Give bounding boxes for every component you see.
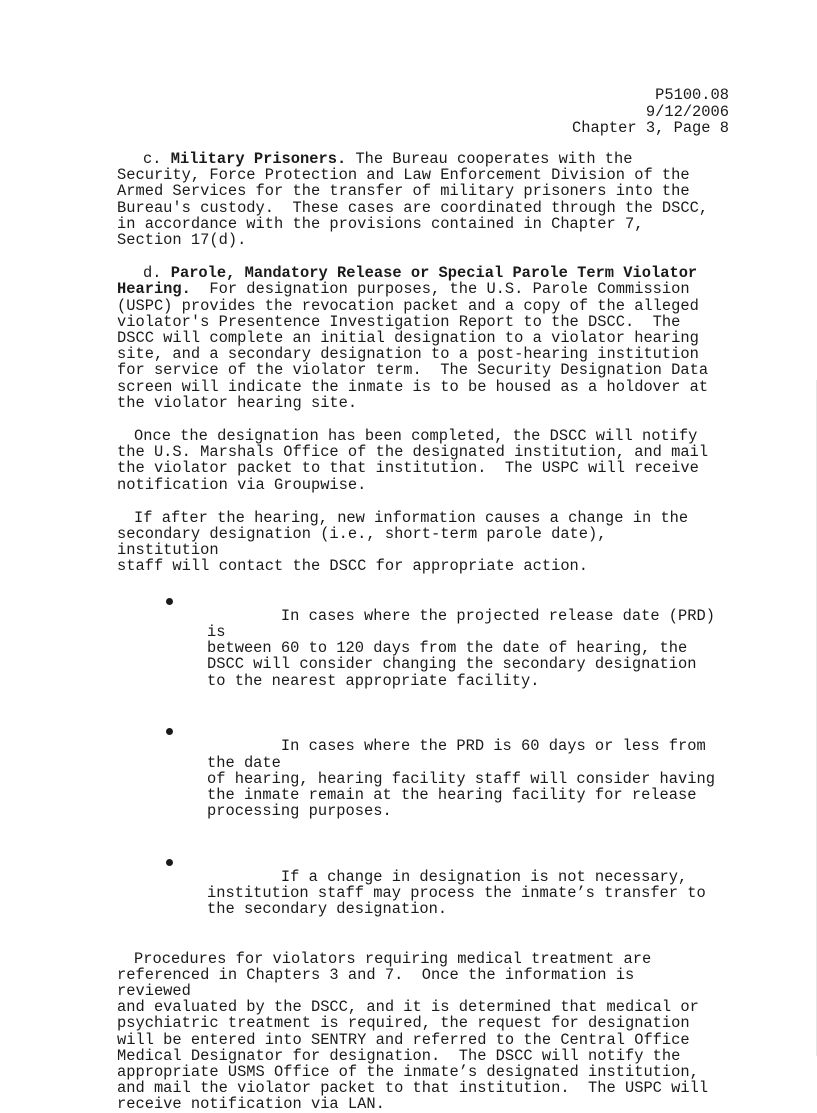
bullet-icon (166, 859, 173, 866)
bullet-text: If a change in designation is not necessary, institution staff may process the inmate’s transfer to the secondary designation. (207, 867, 706, 919)
bullet-list (117, 592, 717, 934)
bullet-icon (166, 598, 173, 605)
paragraph-if-after: If after the hearing, new information causes a change in the secondary designation (i.e., short-term parole date), institution staff will contact the DSCC for appropriate action. (117, 508, 689, 576)
section-c-heading: Military Prisoners. (170, 150, 347, 168)
section-d-text: For designation purposes, the U.S. Parole Commission (USPC) provides the revocation packet and a copy of the alleged violator's Presentence Investigation Report to the DSCC. The DSCC will complete an initial designation to a violator hearing site, and a secondary designation to a post-hearing institution for service of the violator term. The Security Designation Data screen will indicate the inmate is to be housed as a holdover at the violator hearing site. (117, 280, 709, 412)
bullet-text: In cases where the PRD is 60 days or less from the date of hearing, hearing facility staff will consider having the inmate remain at the hearing facility for release processing purposes. (207, 737, 715, 821)
section-d-heading: Parole, Mandatory Release or Special Parole Term Violator Hearing. (117, 264, 698, 299)
bullet-text: In cases where the projected release date (PRD) is between 60 to 120 days from the date of hearing, the DSCC will consider changing the secondary designation to the nearest appropriate facility. (207, 606, 715, 690)
chapter-page: Chapter 3, Page 8 (571, 119, 729, 137)
paragraph-procedures: Procedures for violators requiring medical treatment are referenced in Chapters 3 and 7. Once the information is reviewed and evaluated by the DSCC, and it is determined that medical or psychiatric treatment is required, the request for designation will be entered into SENTRY and referred to the Central Office Medical Designator for designation. The DSCC will notify the appropriate USMS Office of the inmate’s designated institution, and mail the violator packet to that institution. The USPC will receive notification via LAN. (117, 949, 709, 1113)
document-header (572, 87, 729, 137)
section-d-paragraph (117, 265, 717, 411)
document-body (117, 151, 717, 1113)
list-item (117, 592, 717, 705)
section-c-text: The Bureau cooperates with the Security, Force Protection and Law Enforcement Division of the Armed Services for the transfer of military prisoners into the Bureau's custody. These cases are coordinated through the DSCC, in accordance with the provisions contained in Chapter 7, Section 17(d). (117, 150, 709, 250)
list-item (117, 853, 717, 934)
section-d-label: d. (143, 264, 171, 283)
section-c-paragraph (117, 151, 717, 248)
bullet-icon (166, 728, 173, 735)
list-item (117, 722, 717, 835)
doc-number: P5100.08 (655, 86, 729, 104)
section-c-label: c. (143, 150, 171, 168)
paragraph-once: Once the designation has been completed, the DSCC will notify the U.S. Marshals Office of the designated institution, and mail the violator packet to that institution. The USPC will receive notification via Groupwise. (117, 427, 709, 494)
doc-date: 9/12/2006 (645, 102, 729, 121)
